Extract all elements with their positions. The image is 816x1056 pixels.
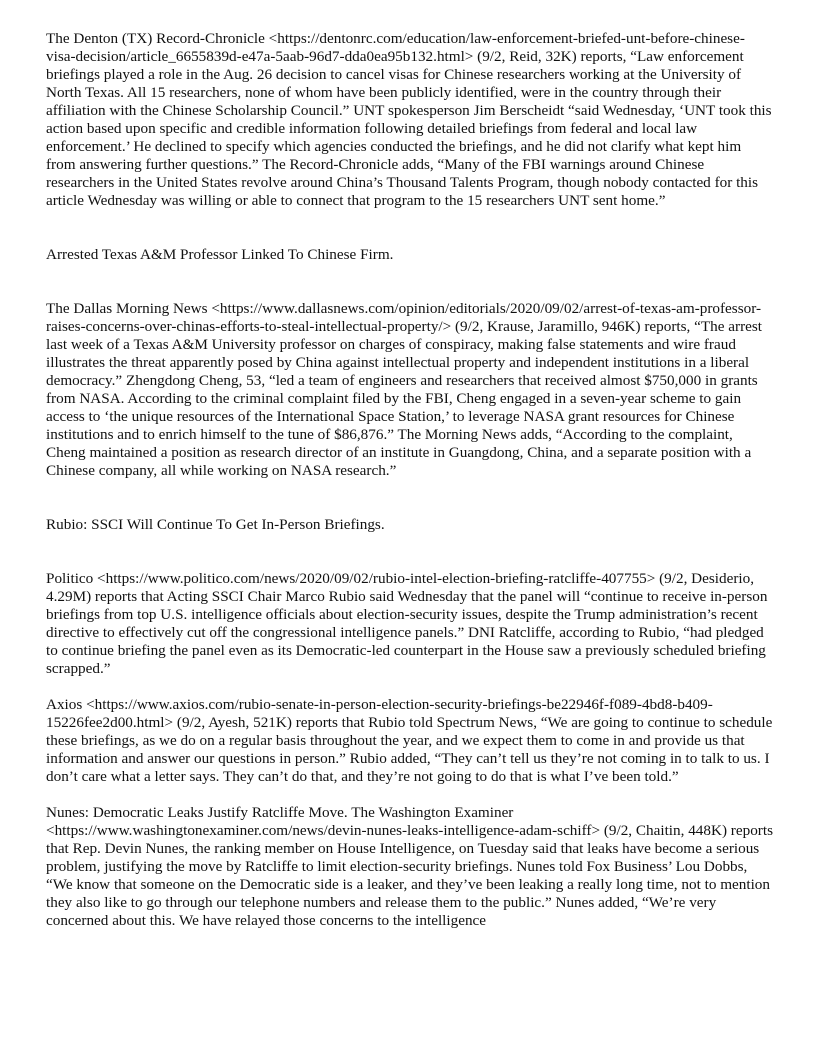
paragraph-spacer	[46, 678, 774, 696]
section-heading-texas-am-professor: Arrested Texas A&M Professor Linked To Chinese Firm.	[46, 246, 394, 263]
article-paragraph-denton-record-chronicle: The Denton (TX) Record-Chronicle <https://dentonrc.com/education/law-enforcement-briefed-unt-before-chinese-visa-decision/article_6655839d-e47a-5aab-96d7-dda0ea95b132.html> (9/2, Reid, 32K) reports, “Law enforcement briefings played a role in the Aug. 26 decision to cancel visas for Chinese researchers working at the University of North Texas. All 15 researchers, none of whom have been publicly identified, were in the country through their affiliation with the Chinese Scholarship Council.” UNT spokesperson Jim Berscheidt “said Wednesday, ‘UNT took this action based upon specific and credible information following detailed briefings from federal and local law enforcement.’ He declined to specify which agencies conducted the briefings, and he did not clarify what kept him from answering further questions.” The Record-Chronicle adds, “Many of the FBI warnings around Chinese researchers in the United States revolve around China’s Thousand Talents Program, though nobody contacted for this article Wednesday was willing or able to connect that program to the 15 researchers UNT sent home.”	[46, 30, 772, 209]
article-paragraph-washington-examiner: Nunes: Democratic Leaks Justify Ratcliffe Move. The Washington Examiner <https://www.washingtonexaminer.com/news/devin-nunes-leaks-intelligence-adam-schiff> (9/2, Chaitin, 448K) reports that Rep. Devin Nunes, the ranking member on House Intelligence, on Tuesday said that leaks have become a serious problem, justifying the move by Ratcliffe to limit election-security briefings. Nunes told Fox Business’ Lou Dobbs, “We know that someone on the Democratic side is a leaker, and they’ve been leaking a really long time, not to mention they also like to go through our telephone numbers and release them to the public.” Nunes added, “We’re very concerned about this. We have relayed those concerns to the intelligence	[46, 804, 773, 929]
article-paragraph-dallas-morning-news: The Dallas Morning News <https://www.dallasnews.com/opinion/editorials/2020/09/02/arrest-of-texas-am-professor-raises-concerns-over-chinas-efforts-to-steal-intellectual-property/> (9/2, Krause, Jaramillo, 946K) reports, “The arrest last week of a Texas A&M University professor on charges of conspiracy, making false statements and wire fraud illustrates the threat apparently posed by China against intellectual property and independent institutions in a liberal democracy.” Zhengdong Cheng, 53, “led a team of engineers and researchers that received almost $750,000 in grants from NASA. According to the criminal complaint filed by the FBI, Cheng engaged in a seven-year scheme to gain access to ‘the unique resources of the International Space Station,’ to leverage NASA grant resources for Chinese institutions and to enrich himself to the tune of $86,876.” The Morning News adds, “According to the complaint, Cheng maintained a position as research director of an institute in Guangdong, China, and a separate position with a Chinese company, all while working on NASA research.”	[46, 300, 763, 479]
paragraph-spacer	[46, 534, 774, 570]
article-paragraph-politico: Politico <https://www.politico.com/news/2020/09/02/rubio-intel-election-briefing-ratcliffe-407755> (9/2, Desiderio, 4.29M) reports that Acting SSCI Chair Marco Rubio said Wednesday that the panel will “continue to receive in-person briefings from top U.S. intelligence officials about election-security issues, despite the Trump administration’s recent directive to effectively cut off the congressional intelligence panels.” DNI Ratcliffe, according to Rubio, “had pledged to continue briefing the panel even as its Democratic-led counterpart in the House saw a previously scheduled briefing scrapped.”	[46, 570, 768, 677]
section-heading-rubio-ssci: Rubio: SSCI Will Continue To Get In-Person Briefings.	[46, 516, 385, 533]
paragraph-spacer	[46, 210, 774, 246]
paragraph-spacer	[46, 786, 774, 804]
article-paragraph-axios: Axios <https://www.axios.com/rubio-senate-in-person-election-security-briefings-be22946f-f089-4bd8-b409-15226fee2d00.html> (9/2, Ayesh, 521K) reports that Rubio told Spectrum News, “We are going to continue to schedule these briefings, as we do on a regular basis throughout the year, and we expect them to come in and provide us that information and answer our questions in person.” Rubio added, “They can’t tell us they’re not coming in to talk to us. I don’t care what a letter says. They can’t do that, and they’re not going to do that is what I’ve been told.”	[46, 696, 773, 785]
paragraph-spacer	[46, 480, 774, 516]
document-page	[46, 30, 774, 930]
paragraph-spacer	[46, 264, 774, 300]
